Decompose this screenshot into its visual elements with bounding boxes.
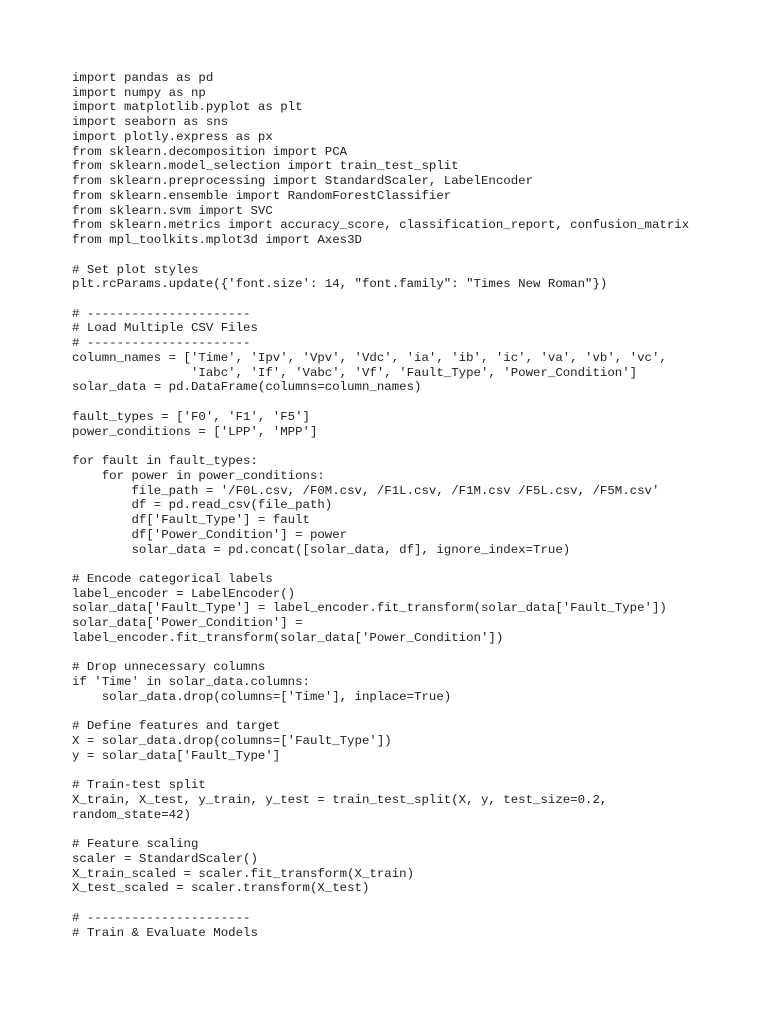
code-line: # Define features and target: [72, 719, 281, 734]
code-line: import matplotlib.pyplot as plt: [72, 100, 303, 115]
code-line: column_names = ['Time', 'Ipv', 'Vpv', 'Vdc', 'ia', 'ib', 'ic', 'va', 'vb', 'vc',: [72, 350, 667, 365]
code-line: # Feature scaling: [72, 837, 199, 852]
code-line: fault_types = ['F0', 'F1', 'F5']: [72, 409, 310, 424]
code-line: # Load Multiple CSV Files: [72, 321, 258, 336]
code-line: df['Fault_Type'] = fault: [72, 513, 310, 528]
code-line: if 'Time' in solar_data.columns:: [72, 675, 310, 690]
code-line: # Set plot styles: [72, 262, 199, 277]
code-line: # ----------------------: [72, 336, 251, 351]
code-line: # Encode categorical labels: [72, 571, 273, 586]
code-line: X = solar_data.drop(columns=['Fault_Type']): [72, 734, 392, 749]
code-line: from mpl_toolkits.mplot3d import Axes3D: [72, 233, 362, 248]
code-line: from sklearn.ensemble import RandomForestClassifier: [72, 188, 452, 203]
code-line: # Train-test split: [72, 778, 206, 793]
code-line: solar_data['Power_Condition'] =: [72, 616, 303, 631]
code-line: solar_data = pd.concat([solar_data, df], ignore_index=True): [72, 542, 571, 557]
code-line: from sklearn.svm import SVC: [72, 203, 273, 218]
code-line: random_state=42): [72, 807, 191, 822]
code-line: [72, 557, 752, 572]
code-line: solar_data['Fault_Type'] = label_encoder.fit_transform(solar_data['Fault_Type']): [72, 601, 667, 616]
code-line: power_conditions = ['LPP', 'MPP']: [72, 424, 318, 439]
code-line: [72, 248, 752, 263]
code-line: [72, 764, 752, 779]
code-line: # Train & Evaluate Models: [72, 925, 258, 940]
code-line: solar_data.drop(columns=['Time'], inplace=True): [72, 689, 452, 704]
code-line: label_encoder.fit_transform(solar_data['Power_Condition']): [72, 630, 504, 645]
code-line: [72, 292, 752, 307]
code-line: [72, 395, 752, 410]
code-line: [72, 705, 752, 720]
code-line: import seaborn as sns: [72, 115, 229, 130]
code-line: y = solar_data['Fault_Type']: [72, 748, 281, 763]
code-line: import numpy as np: [72, 85, 206, 100]
code-line: [72, 896, 752, 911]
code-line: from sklearn.preprocessing import StandardScaler, LabelEncoder: [72, 174, 534, 189]
code-line: scaler = StandardScaler(): [72, 851, 258, 866]
code-line: df = pd.read_csv(file_path): [72, 498, 333, 513]
code-block: [72, 71, 752, 940]
code-line: X_train_scaled = scaler.fit_transform(X_train): [72, 866, 415, 881]
code-line: X_train, X_test, y_train, y_test = train_test_split(X, y, test_size=0.2,: [72, 792, 608, 807]
code-line: file_path = '/F0L.csv, /F0M.csv, /F1L.csv, /F1M.csv /F5L.csv, /F5M.csv': [72, 483, 660, 498]
code-line: # ----------------------: [72, 306, 251, 321]
code-line: for power in power_conditions:: [72, 468, 325, 483]
code-line: # ----------------------: [72, 910, 251, 925]
code-line: 'Iabc', 'If', 'Vabc', 'Vf', 'Fault_Type', 'Power_Condition']: [72, 365, 638, 380]
code-line: from sklearn.metrics import accuracy_score, classification_report, confusion_matrix: [72, 218, 690, 233]
code-line: X_test_scaled = scaler.transform(X_test): [72, 881, 370, 896]
code-line: from sklearn.model_selection import train_test_split: [72, 159, 459, 174]
code-line: [72, 646, 752, 661]
code-line: [72, 822, 752, 837]
code-line: for fault in fault_types:: [72, 454, 258, 469]
code-line: import pandas as pd: [72, 71, 214, 85]
code-line: label_encoder = LabelEncoder(): [72, 586, 296, 601]
code-line: df['Power_Condition'] = power: [72, 527, 348, 542]
code-line: [72, 439, 752, 454]
code-line: plt.rcParams.update({'font.size': 14, "font.family": "Times New Roman"}): [72, 277, 608, 292]
code-line: from sklearn.decomposition import PCA: [72, 144, 348, 159]
code-line: # Drop unnecessary columns: [72, 660, 266, 675]
code-line: solar_data = pd.DataFrame(columns=column_names): [72, 380, 422, 395]
code-line: import plotly.express as px: [72, 129, 273, 144]
